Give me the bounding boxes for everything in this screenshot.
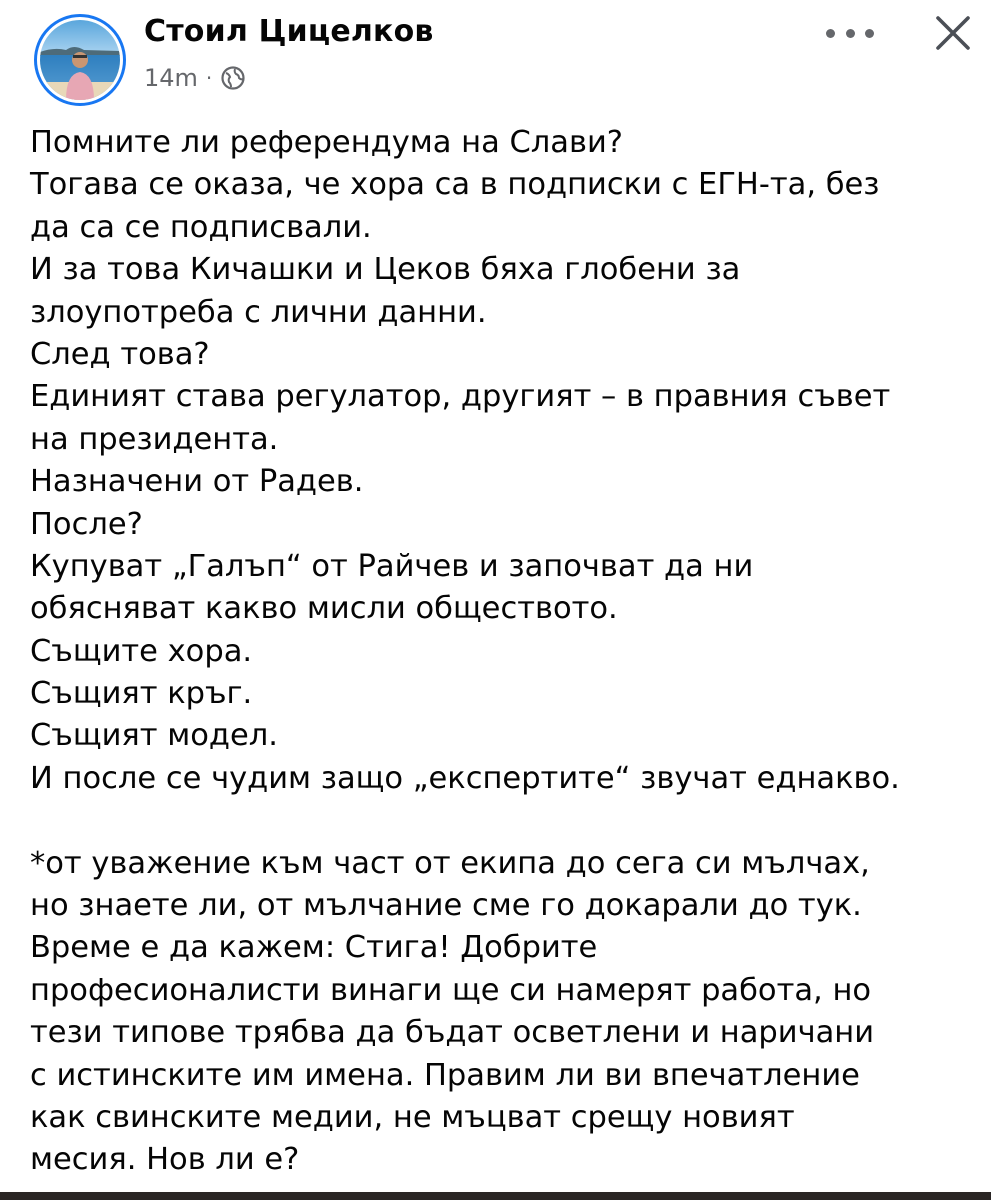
- post-text-line: професионалисти винаги ще си намерят работа, но: [30, 972, 872, 1008]
- post-text-line: Помните ли референдума на Слави?: [30, 125, 623, 160]
- avatar[interactable]: [34, 14, 126, 106]
- post-text-line: на президента.: [30, 421, 279, 457]
- post-text-line: Време е да кажем: Стига! Добрите: [30, 930, 598, 966]
- close-icon[interactable]: [930, 10, 976, 56]
- paragraph-gap: [30, 800, 980, 842]
- post-text-line: злоупотреба с лични данни.: [30, 294, 487, 330]
- post-header: [0, 0, 991, 115]
- post-text-line: Единият става регулатор, другият – в правния съвет: [30, 379, 891, 415]
- globe-icon: [220, 65, 246, 91]
- post-meta: [144, 62, 246, 94]
- meta-separator: ·: [205, 66, 213, 90]
- post-text-line: Купуват „Галъп“ от Райчев и започват да ни: [30, 548, 754, 584]
- post-text-line: После?: [30, 506, 143, 542]
- post-text-line: обясняват какво мисли обществото.: [30, 591, 618, 627]
- more-dot: [846, 29, 855, 38]
- post-text-line: Същите хора.: [30, 633, 253, 669]
- post-text-line: да са се подписвали.: [30, 209, 372, 245]
- post-text-line: *от уважение към част от екипа до сега си мълчах,: [30, 845, 870, 881]
- more-dot: [826, 29, 835, 38]
- avatar-photo: [40, 20, 120, 100]
- post-text-line: И после се чудим защо „експертите“ звучат еднакво.: [30, 760, 900, 796]
- post-time[interactable]: 14m: [144, 64, 198, 92]
- post-text-line: с истинските им имена. Правим ли ви впечатление: [30, 1057, 860, 1093]
- post-text-line: месия. Нов ли е?: [30, 1142, 300, 1178]
- post-text-line: Същият кръг.: [30, 676, 253, 712]
- post-text: [30, 122, 980, 1182]
- post-text-line: И за това Кичашки и Цеков бяха глобени за: [30, 252, 741, 288]
- post-text-line: Назначени от Радев.: [30, 464, 364, 500]
- avatar-image: [40, 20, 120, 100]
- post-text-line: Същият модел.: [30, 718, 278, 754]
- post-text-line: как свинските медии, не мъцват срещу новият: [30, 1099, 795, 1135]
- author-name[interactable]: Стоил Цицелков: [144, 14, 434, 49]
- post-text-line: Тогава се оказа, че хора са в подписки с ЕГН-та, без: [30, 167, 880, 203]
- media-preview-edge: [0, 1192, 991, 1200]
- more-dot: [865, 29, 874, 38]
- post-text-line: но знаете ли, от мълчание сме го докарали до тук.: [30, 888, 862, 924]
- more-horizontal-icon[interactable]: [826, 18, 874, 48]
- post-text-line: тези типове трябва да бъдат осветлени и наричани: [30, 1015, 875, 1051]
- post-text-line: След това?: [30, 336, 210, 372]
